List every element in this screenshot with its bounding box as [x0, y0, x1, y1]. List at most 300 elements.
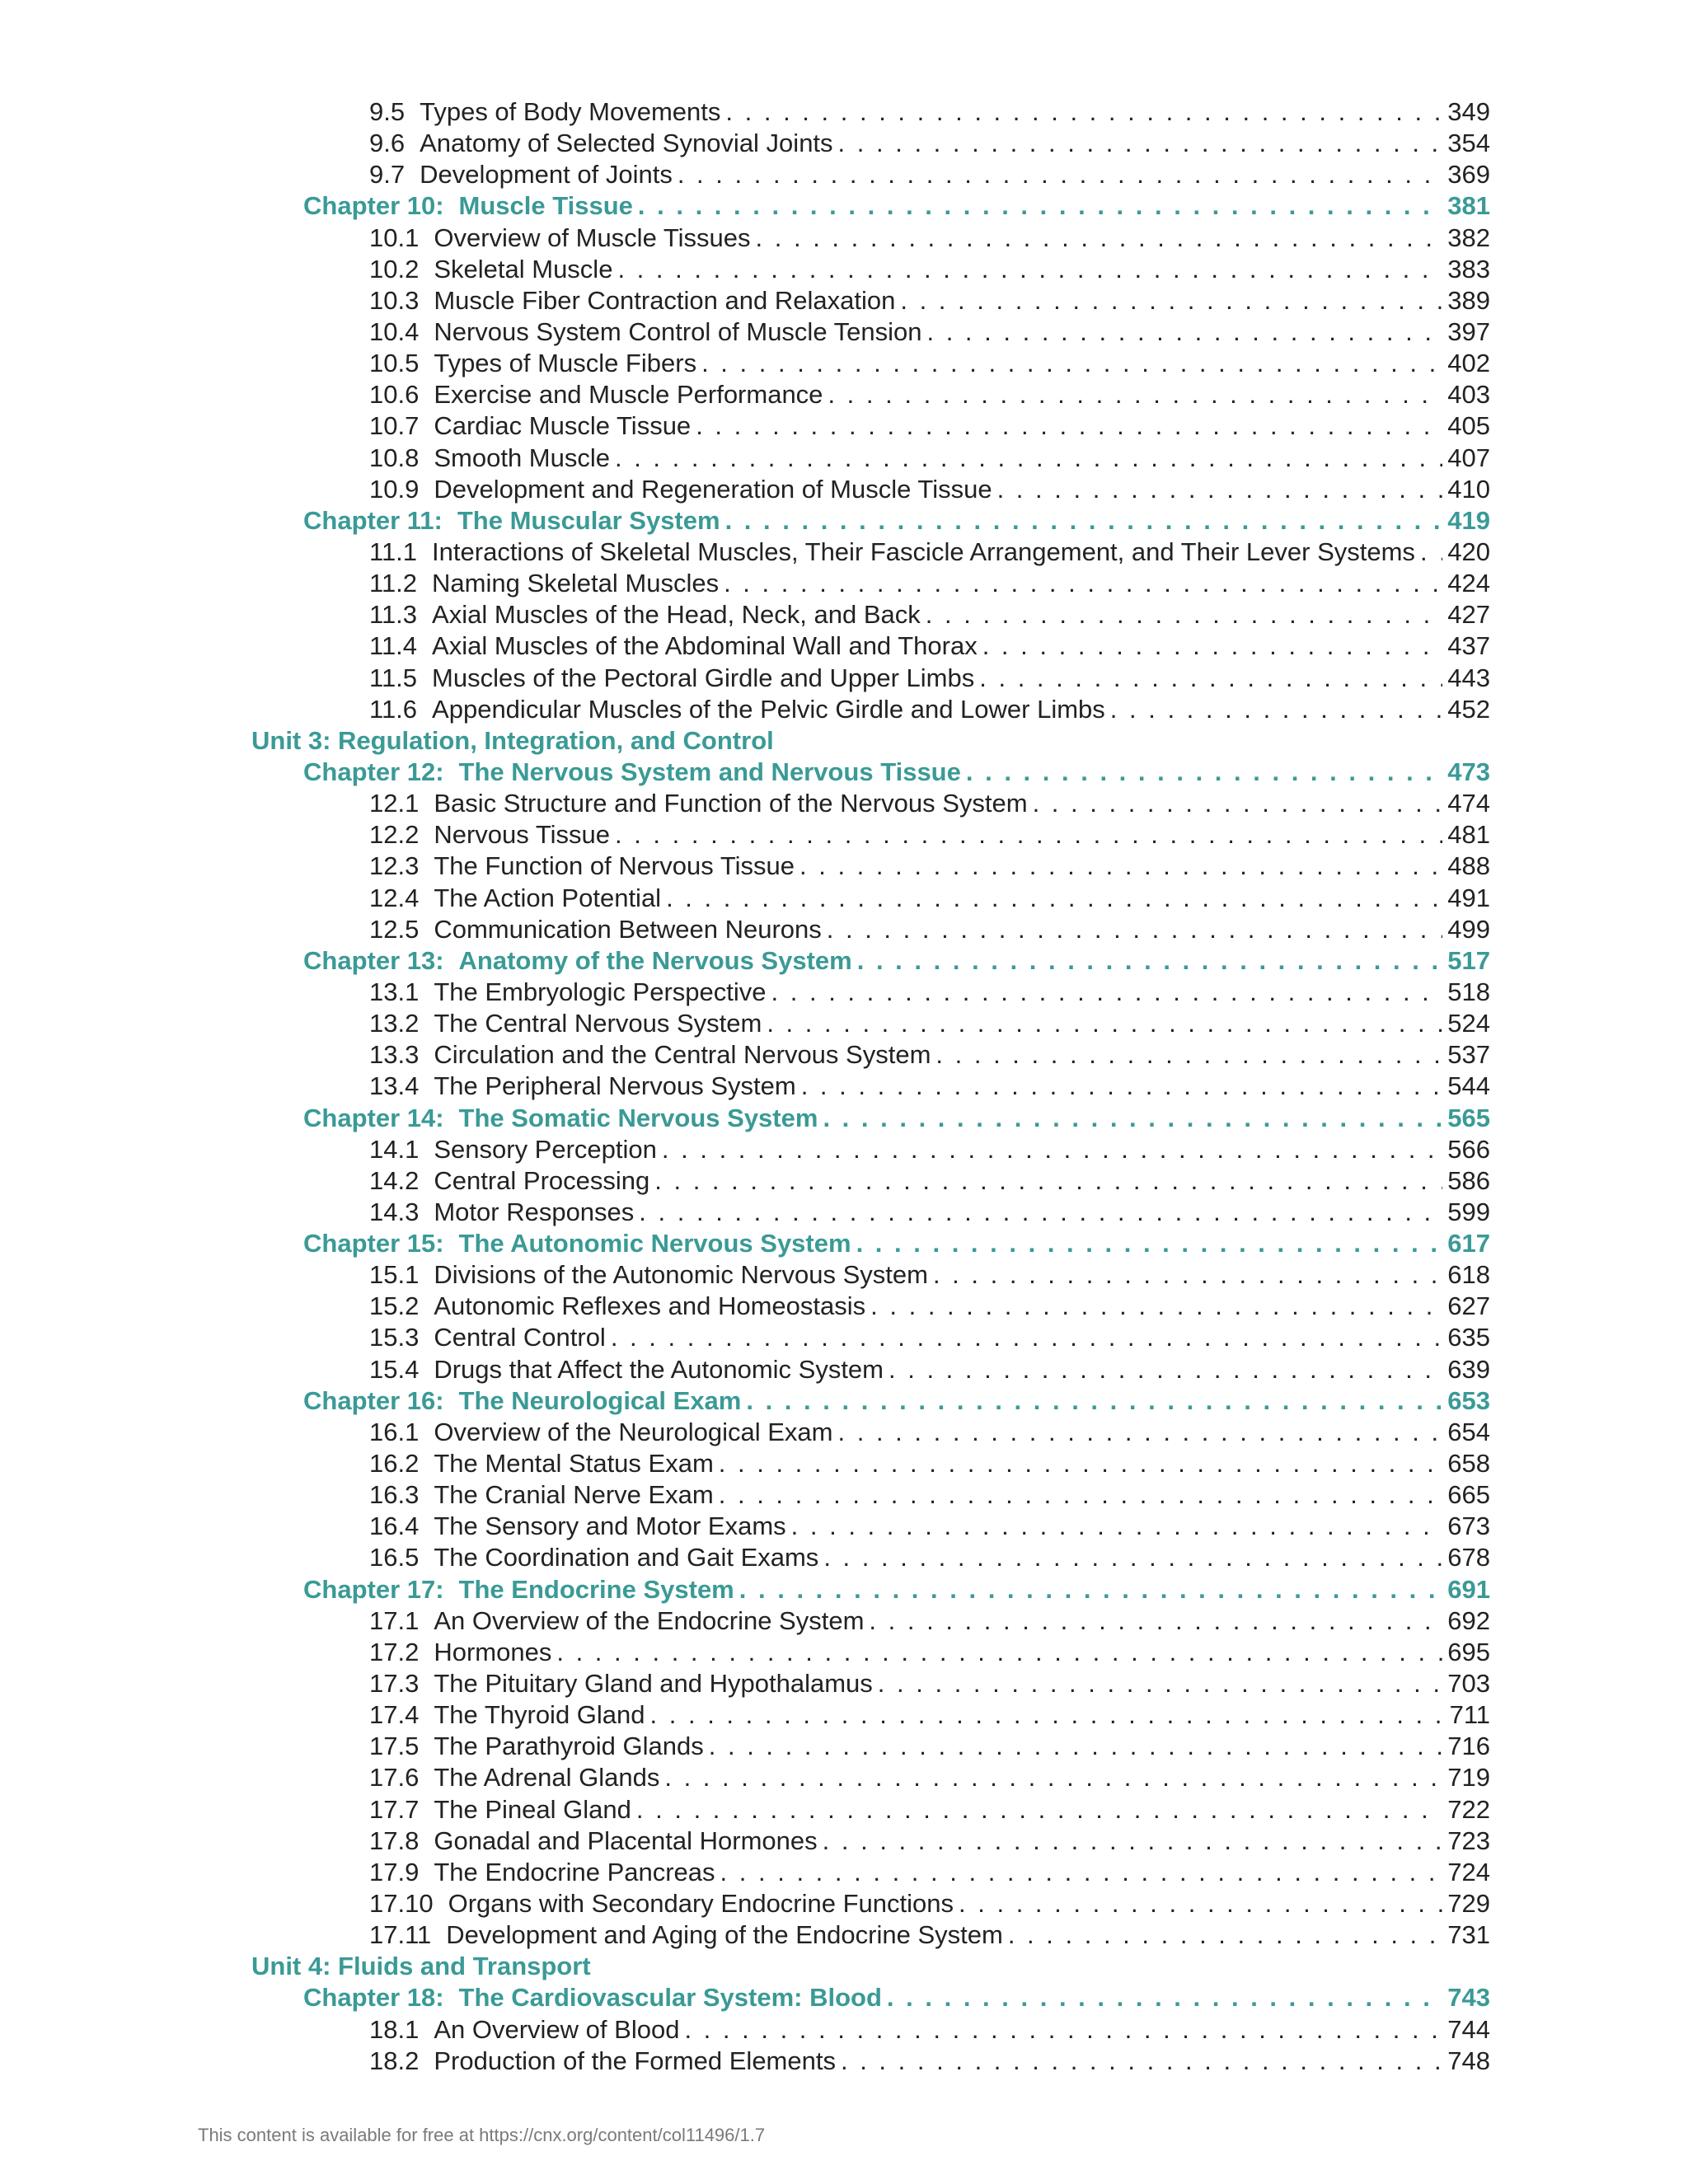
- toc-entry-number: Chapter 16:: [303, 1385, 444, 1415]
- toc-entry-title: Nervous System Control of Muscle Tension: [434, 316, 922, 346]
- toc-entry-title: The Somatic Nervous System: [458, 1103, 818, 1132]
- dot-leader: [823, 379, 1442, 410]
- dot-leader: [1003, 1919, 1442, 1951]
- dot-leader: [551, 1637, 1442, 1668]
- toc-page-number: 427: [1447, 600, 1490, 630]
- toc-entry-title: Development and Regeneration of Muscle Tissue: [434, 474, 992, 504]
- toc-entry-title: The Embryologic Perspective: [434, 977, 767, 1006]
- toc-entry-number: 17.7: [369, 1794, 420, 1824]
- toc-page-number: 381: [1447, 191, 1490, 221]
- toc-entry-number: 13.3: [369, 1040, 420, 1070]
- dot-leader: [795, 851, 1442, 882]
- dot-leader: [767, 977, 1443, 1008]
- dot-leader: [884, 1354, 1442, 1385]
- toc-page-number: 488: [1447, 851, 1490, 881]
- dot-leader: [704, 1731, 1443, 1762]
- toc-page-number: 635: [1447, 1323, 1490, 1352]
- toc-entry-title: Muscle Tissue: [458, 191, 633, 221]
- toc-unit-heading: [0, 725, 1490, 757]
- toc-entry-title: Unit 4: Fluids and Transport: [251, 1952, 591, 1981]
- toc-section-entry[interactable]: [0, 788, 1490, 819]
- toc-entry-number: 10.7: [369, 411, 420, 441]
- dot-leader: [864, 1605, 1442, 1637]
- toc-entry-number: 10.9: [369, 474, 420, 504]
- toc-page-number: 443: [1447, 663, 1490, 692]
- toc-page-number: 517: [1447, 945, 1490, 975]
- toc-page-number: 722: [1447, 1794, 1490, 1824]
- toc-entry-title: Motor Responses: [434, 1197, 635, 1226]
- toc-chapter-entry[interactable]: [0, 190, 1490, 222]
- dot-leader: [659, 1762, 1442, 1793]
- toc-entry-title: Naming Skeletal Muscles: [432, 569, 720, 598]
- dot-leader: [649, 1165, 1442, 1197]
- toc-entry-title: The Neurological Exam: [458, 1385, 742, 1415]
- toc-entry-number: 11.4: [369, 631, 418, 661]
- toc-entry-number: 10.8: [369, 443, 420, 472]
- toc-entry-number: 13.4: [369, 1071, 420, 1101]
- dot-leader: [1105, 694, 1442, 725]
- toc-section-entry[interactable]: [0, 1699, 1490, 1731]
- toc-entry-number: 16.4: [369, 1511, 420, 1541]
- dot-leader: [645, 1699, 1445, 1731]
- toc-entry-number: 18.1: [369, 2014, 420, 2044]
- toc-chapter-entry[interactable]: [0, 1574, 1490, 1605]
- dot-leader: [751, 223, 1443, 254]
- toc-entry-title: The Pituitary Gland and Hypothalamus: [434, 1669, 873, 1699]
- toc-entry-title: Axial Muscles of the Abdominal Wall and Thorax: [432, 631, 978, 661]
- toc-entry-number: 16.5: [369, 1543, 420, 1572]
- toc-entry-title: Sensory Perception: [434, 1134, 657, 1164]
- toc-section-entry[interactable]: [0, 254, 1490, 285]
- toc-page-number: 403: [1447, 380, 1490, 410]
- toc-section-entry[interactable]: [0, 1417, 1490, 1448]
- dot-leader: [851, 1228, 1443, 1259]
- dot-leader: [612, 254, 1442, 285]
- dot-leader: [741, 1385, 1442, 1417]
- toc-entry-title: An Overview of Blood: [434, 2014, 680, 2044]
- toc-entry-title: The Endocrine Pancreas: [434, 1857, 715, 1886]
- toc-page-number: 389: [1447, 285, 1490, 315]
- dot-leader: [1415, 537, 1442, 568]
- toc-entry-number: 9.6: [369, 129, 406, 158]
- dot-leader: [818, 1542, 1442, 1573]
- toc-entry-number: Chapter 15:: [303, 1229, 444, 1258]
- toc-page-number: 744: [1447, 2014, 1490, 2044]
- toc-entry-title: The Muscular System: [457, 505, 720, 535]
- toc-entry-title: The Coordination and Gait Exams: [434, 1543, 819, 1572]
- toc-unit-heading: [0, 1951, 1490, 1982]
- toc-entry-number: 11.2: [369, 569, 418, 598]
- toc-chapter-entry[interactable]: [0, 1228, 1490, 1259]
- toc-section-entry[interactable]: [0, 1354, 1490, 1385]
- toc-entry-number: Chapter 11:: [303, 505, 443, 535]
- toc-section-entry[interactable]: [0, 474, 1490, 505]
- dot-leader: [822, 914, 1443, 945]
- toc-section-entry[interactable]: [0, 1322, 1490, 1353]
- toc-page-number: 369: [1447, 160, 1490, 190]
- toc-page-number: 691: [1447, 1574, 1490, 1604]
- toc-page-number: 716: [1447, 1732, 1490, 1761]
- toc-entry-title: Anatomy of Selected Synovial Joints: [420, 129, 833, 158]
- toc-section-entry[interactable]: [0, 1731, 1490, 1762]
- toc-section-entry[interactable]: [0, 977, 1490, 1008]
- toc-entry-number: 15.1: [369, 1260, 420, 1290]
- toc-entry-number: 11.3: [369, 600, 418, 630]
- toc-page-number: 419: [1447, 505, 1490, 535]
- toc-entry-number: 17.2: [369, 1637, 420, 1666]
- dot-leader: [836, 2046, 1442, 2077]
- toc-entry-title: Hormones: [434, 1637, 552, 1666]
- toc-page-number: 474: [1447, 789, 1490, 818]
- toc-entry-number: 17.9: [369, 1857, 420, 1886]
- dot-leader: [786, 1511, 1443, 1542]
- toc-entry-title: The Central Nervous System: [434, 1009, 762, 1038]
- dot-leader: [714, 1479, 1443, 1511]
- toc-page-number: 692: [1447, 1605, 1490, 1635]
- dot-leader: [734, 1574, 1443, 1605]
- table-of-contents: [0, 96, 1688, 2077]
- toc-entry-title: The Cranial Nerve Exam: [434, 1480, 714, 1510]
- dot-leader: [895, 285, 1442, 316]
- dot-leader: [720, 96, 1442, 128]
- toc-page-number: 452: [1447, 694, 1490, 724]
- toc-page-number: 382: [1447, 223, 1490, 252]
- toc-section-entry[interactable]: [0, 1479, 1490, 1511]
- toc-entry-number: 17.10: [369, 1889, 434, 1919]
- toc-chapter-entry[interactable]: [0, 1385, 1490, 1417]
- toc-section-entry[interactable]: [0, 1197, 1490, 1228]
- toc-entry-number: 17.1: [369, 1605, 420, 1635]
- toc-entry-number: Chapter 14:: [303, 1103, 444, 1132]
- toc-page-number: 723: [1447, 1825, 1490, 1855]
- toc-entry-number: 11.6: [369, 694, 418, 724]
- toc-entry-title: Anatomy of the Nervous System: [458, 945, 852, 975]
- toc-page-number: 617: [1447, 1229, 1490, 1258]
- toc-page-number: 405: [1447, 411, 1490, 441]
- toc-entry-title: Divisions of the Autonomic Nervous System: [434, 1260, 928, 1290]
- toc-entry-number: 12.2: [369, 820, 420, 850]
- toc-section-entry[interactable]: [0, 1448, 1490, 1479]
- toc-page-number: 618: [1447, 1260, 1490, 1290]
- toc-section-entry[interactable]: [0, 1259, 1490, 1291]
- toc-entry-number: 17.3: [369, 1669, 420, 1699]
- toc-entry-number: Chapter 10:: [303, 191, 444, 221]
- toc-section-entry[interactable]: [0, 2046, 1490, 2077]
- toc-chapter-entry[interactable]: [0, 945, 1490, 977]
- toc-section-entry[interactable]: [0, 96, 1490, 128]
- dot-leader: [928, 1259, 1442, 1291]
- toc-page-number: 627: [1447, 1291, 1490, 1321]
- toc-entry-title: The Thyroid Gland: [434, 1700, 645, 1730]
- toc-section-entry[interactable]: [0, 1825, 1490, 1857]
- toc-section-entry[interactable]: [0, 1637, 1490, 1668]
- dot-leader: [606, 1322, 1442, 1353]
- toc-entry-number: Chapter 13:: [303, 945, 444, 975]
- toc-entry-number: Chapter 17:: [303, 1574, 444, 1604]
- toc-entry-number: 10.1: [369, 223, 420, 252]
- toc-page-number: 748: [1447, 2046, 1490, 2075]
- toc-entry-number: 12.4: [369, 883, 420, 912]
- toc-entry-title: The Parathyroid Glands: [434, 1732, 704, 1761]
- toc-entry-number: 11.5: [369, 663, 418, 692]
- toc-entry-title: The Autonomic Nervous System: [458, 1229, 851, 1258]
- toc-entry-title: The Cardiovascular System: Blood: [458, 1983, 882, 2013]
- toc-section-entry[interactable]: [0, 1511, 1490, 1542]
- dot-leader: [762, 1008, 1442, 1039]
- toc-page-number: 565: [1447, 1103, 1490, 1132]
- toc-entry-title: Nervous Tissue: [434, 820, 610, 850]
- toc-section-entry[interactable]: [0, 1008, 1490, 1039]
- toc-page-number: 397: [1447, 316, 1490, 346]
- toc-entry-title: An Overview of the Endocrine System: [434, 1605, 865, 1635]
- toc-entry-title: Drugs that Affect the Autonomic System: [434, 1354, 884, 1384]
- toc-entry-title: Muscles of the Pectoral Girdle and Upper Limbs: [432, 663, 975, 692]
- toc-entry-number: 12.3: [369, 851, 420, 881]
- toc-section-entry[interactable]: [0, 159, 1490, 190]
- toc-page-number: 481: [1447, 820, 1490, 850]
- toc-entry-title: Overview of the Neurological Exam: [434, 1417, 833, 1446]
- toc-page-number: 673: [1447, 1511, 1490, 1541]
- dot-leader: [954, 1888, 1442, 1919]
- toc-entry-title: Muscle Fiber Contraction and Relaxation: [434, 285, 896, 315]
- dot-leader: [610, 443, 1442, 474]
- toc-entry-title: The Action Potential: [434, 883, 662, 912]
- toc-entry-title: Types of Body Movements: [420, 97, 721, 126]
- toc-section-entry[interactable]: [0, 285, 1490, 316]
- toc-entry-number: 10.5: [369, 349, 420, 378]
- dot-leader: [974, 663, 1442, 694]
- toc-section-entry[interactable]: [0, 1039, 1490, 1071]
- toc-entry-number: 17.8: [369, 1825, 420, 1855]
- toc-entry-title: Basic Structure and Function of the Nervous System: [434, 789, 1028, 818]
- toc-entry-number: 17.6: [369, 1763, 420, 1793]
- dot-leader: [634, 1197, 1442, 1228]
- toc-section-entry[interactable]: [0, 914, 1490, 945]
- toc-entry-title: Development and Aging of the Endocrine System: [446, 1920, 1003, 1950]
- dot-leader: [978, 630, 1443, 662]
- toc-page-number: 703: [1447, 1669, 1490, 1699]
- toc-entry-number: Chapter 12:: [303, 757, 444, 786]
- toc-entry-title: Communication Between Neurons: [434, 914, 822, 944]
- toc-section-entry[interactable]: [0, 1165, 1490, 1197]
- toc-section-entry[interactable]: [0, 851, 1490, 882]
- toc-entry-title: Appendicular Muscles of the Pelvic Girdle and Lower Limbs: [432, 694, 1105, 724]
- toc-entry-title: The Function of Nervous Tissue: [434, 851, 795, 881]
- dot-leader: [1028, 788, 1443, 819]
- toc-entry-title: Central Processing: [434, 1165, 650, 1195]
- toc-entry-title: Production of the Formed Elements: [434, 2046, 836, 2075]
- toc-entry-number: 14.3: [369, 1197, 420, 1226]
- toc-chapter-entry[interactable]: [0, 505, 1490, 537]
- toc-section-entry[interactable]: [0, 537, 1490, 568]
- toc-section-entry[interactable]: [0, 663, 1490, 694]
- toc-page-number: 524: [1447, 1009, 1490, 1038]
- toc-page-number: 424: [1447, 569, 1490, 598]
- toc-section-entry[interactable]: [0, 1134, 1490, 1165]
- toc-entry-number: 9.7: [369, 160, 406, 190]
- toc-entry-title: Skeletal Muscle: [434, 254, 613, 284]
- toc-section-entry[interactable]: [0, 1291, 1490, 1322]
- toc-section-entry[interactable]: [0, 1919, 1490, 1951]
- toc-entry-title: Interactions of Skeletal Muscles, Their Fascicle Arrangement, and Their Lever Systems: [432, 537, 1415, 566]
- toc-section-entry[interactable]: [0, 1071, 1490, 1102]
- toc-page-number: 537: [1447, 1040, 1490, 1070]
- dot-leader: [882, 1982, 1442, 2013]
- toc-entry-number: 18.2: [369, 2046, 420, 2075]
- dot-leader: [961, 757, 1442, 788]
- toc-page-number: 410: [1447, 474, 1490, 504]
- toc-page-number: 719: [1447, 1763, 1490, 1793]
- toc-page-number: 665: [1447, 1480, 1490, 1510]
- toc-entry-number: 10.3: [369, 285, 420, 315]
- toc-page-number: 491: [1447, 883, 1490, 912]
- toc-entry-title: Unit 3: Regulation, Integration, and Control: [251, 725, 774, 755]
- toc-entry-number: 14.1: [369, 1134, 420, 1164]
- toc-entry-title: Axial Muscles of the Head, Neck, and Back: [432, 600, 921, 630]
- toc-page-number: 518: [1447, 977, 1490, 1006]
- dot-leader: [833, 1417, 1443, 1448]
- dot-leader: [796, 1071, 1443, 1102]
- toc-section-entry[interactable]: [0, 568, 1490, 599]
- toc-entry-title: Development of Joints: [420, 160, 673, 190]
- toc-section-entry[interactable]: [0, 883, 1490, 914]
- dot-leader: [679, 2014, 1442, 2046]
- toc-entry-number: 16.3: [369, 1480, 420, 1510]
- toc-page-number: 599: [1447, 1197, 1490, 1226]
- toc-chapter-entry[interactable]: [0, 757, 1490, 788]
- dot-leader: [691, 410, 1442, 442]
- toc-page-number: 383: [1447, 254, 1490, 284]
- toc-entry-title: Smooth Muscle: [434, 443, 610, 472]
- toc-chapter-entry[interactable]: [0, 1103, 1490, 1134]
- dot-leader: [818, 1825, 1443, 1857]
- toc-page-number: 639: [1447, 1354, 1490, 1384]
- toc-page-number: 654: [1447, 1417, 1490, 1446]
- toc-entry-title: Gonadal and Placental Hormones: [434, 1825, 818, 1855]
- toc-page-number: 402: [1447, 349, 1490, 378]
- dot-leader: [657, 1134, 1442, 1165]
- toc-entry-title: Exercise and Muscle Performance: [434, 380, 823, 410]
- dot-leader: [715, 1857, 1443, 1888]
- toc-page-number: 743: [1447, 1983, 1490, 2013]
- toc-entry-title: The Adrenal Glands: [434, 1763, 660, 1793]
- toc-entry-title: The Mental Status Exam: [434, 1449, 714, 1479]
- toc-entry-title: Cardiac Muscle Tissue: [434, 411, 692, 441]
- toc-section-entry[interactable]: [0, 630, 1490, 662]
- toc-page-number: 420: [1447, 537, 1490, 566]
- toc-section-entry[interactable]: [0, 1542, 1490, 1573]
- dot-leader: [719, 568, 1442, 599]
- toc-page-number: 499: [1447, 914, 1490, 944]
- toc-page-number: 711: [1449, 1700, 1490, 1730]
- toc-chapter-entry[interactable]: [0, 1982, 1490, 2013]
- toc-section-entry[interactable]: [0, 348, 1490, 379]
- dot-leader: [852, 945, 1443, 977]
- dot-leader: [610, 819, 1442, 851]
- toc-page-number: 544: [1447, 1071, 1490, 1101]
- toc-entry-number: 17.11: [369, 1920, 432, 1950]
- toc-section-entry[interactable]: [0, 1888, 1490, 1919]
- toc-entry-title: Types of Muscle Fibers: [434, 349, 697, 378]
- dot-leader: [865, 1291, 1442, 1322]
- dot-leader: [714, 1448, 1442, 1479]
- toc-section-entry[interactable]: [0, 128, 1490, 159]
- toc-entry-number: 10.4: [369, 316, 420, 346]
- toc-section-entry[interactable]: [0, 694, 1490, 725]
- toc-entry-number: 14.2: [369, 1165, 420, 1195]
- toc-entry-title: Organs with Secondary Endocrine Functions: [448, 1889, 954, 1919]
- toc-entry-title: Central Control: [434, 1323, 606, 1352]
- toc-entry-number: 11.1: [369, 537, 418, 566]
- dot-leader: [992, 474, 1443, 505]
- toc-entry-title: Autonomic Reflexes and Homeostasis: [434, 1291, 866, 1321]
- toc-section-entry[interactable]: [0, 1794, 1490, 1825]
- toc-section-entry[interactable]: [0, 1762, 1490, 1793]
- toc-entry-number: 12.1: [369, 789, 420, 818]
- toc-section-entry[interactable]: [0, 1668, 1490, 1699]
- toc-page-number: 349: [1447, 97, 1490, 126]
- toc-entry-number: 12.5: [369, 914, 420, 944]
- toc-entry-number: 9.5: [369, 97, 406, 126]
- toc-page-number: 653: [1447, 1385, 1490, 1415]
- toc-section-entry[interactable]: [0, 410, 1490, 442]
- toc-entry-number: 16.2: [369, 1449, 420, 1479]
- toc-page-number: 678: [1447, 1543, 1490, 1572]
- dot-leader: [818, 1103, 1442, 1134]
- dot-leader: [921, 599, 1442, 630]
- dot-leader: [633, 190, 1442, 222]
- toc-section-entry[interactable]: [0, 599, 1490, 630]
- toc-section-entry[interactable]: [0, 2014, 1490, 2046]
- toc-entry-title: Circulation and the Central Nervous System: [434, 1040, 931, 1070]
- toc-section-entry[interactable]: [0, 223, 1490, 254]
- toc-entry-title: The Nervous System and Nervous Tissue: [458, 757, 961, 786]
- dot-leader: [720, 505, 1443, 537]
- toc-section-entry[interactable]: [0, 1605, 1490, 1637]
- toc-entry-number: 10.2: [369, 254, 420, 284]
- toc-page-number: 407: [1447, 443, 1490, 472]
- dot-leader: [931, 1039, 1442, 1071]
- toc-section-entry[interactable]: [0, 316, 1490, 348]
- toc-entry-title: Overview of Muscle Tissues: [434, 223, 751, 252]
- footer-availability-note: This content is available for free at https://cnx.org/content/col11496/1.7: [198, 2125, 766, 2145]
- toc-page-number: 586: [1447, 1165, 1490, 1195]
- toc-page-number: 658: [1447, 1449, 1490, 1479]
- toc-section-entry[interactable]: [0, 443, 1490, 474]
- toc-entry-number: 15.4: [369, 1354, 420, 1384]
- toc-entry-number: 13.2: [369, 1009, 420, 1038]
- toc-entry-title: The Pineal Gland: [434, 1794, 631, 1824]
- toc-page-number: 437: [1447, 631, 1490, 661]
- toc-entry-title: The Peripheral Nervous System: [434, 1071, 796, 1101]
- toc-page-number: 729: [1447, 1889, 1490, 1919]
- toc-entry-number: 10.6: [369, 380, 420, 410]
- toc-entry-number: Chapter 18:: [303, 1983, 444, 2013]
- toc-page-number: 354: [1447, 129, 1490, 158]
- toc-page-number: 731: [1447, 1920, 1490, 1950]
- toc-section-entry[interactable]: [0, 379, 1490, 410]
- dot-leader: [921, 316, 1442, 348]
- toc-page-number: 566: [1447, 1134, 1490, 1164]
- toc-page-number: 724: [1447, 1857, 1490, 1886]
- dot-leader: [873, 1668, 1442, 1699]
- toc-section-entry[interactable]: [0, 819, 1490, 851]
- toc-entry-number: 15.2: [369, 1291, 420, 1321]
- toc-entry-number: 15.3: [369, 1323, 420, 1352]
- toc-section-entry[interactable]: [0, 1857, 1490, 1888]
- toc-page-number: 473: [1447, 757, 1490, 786]
- toc-entry-title: The Endocrine System: [458, 1574, 734, 1604]
